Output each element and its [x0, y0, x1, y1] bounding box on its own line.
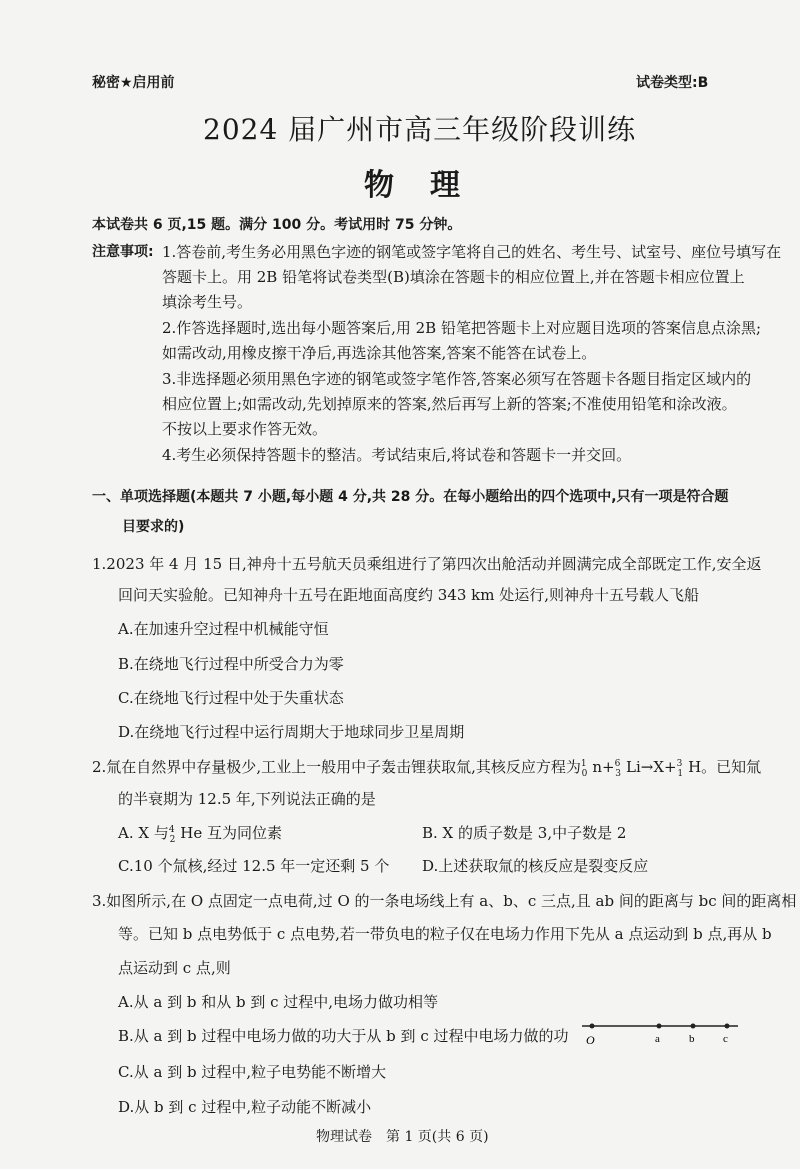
electric-field-line-figure	[570, 1010, 750, 1050]
q1-stem: 1.2023 年 4 月 15 日,神舟十五号航天员乘组进行了第四次出舱活动并圆满完成全部既定工作,安全返	[92, 555, 762, 573]
label-o: O	[586, 1033, 595, 1047]
note-line: 相应位置上;如需改动,先划掉原来的答案,然后再写上新的答案;不准使用铅笔和涂改液。	[162, 395, 737, 413]
q3-stem-cont: 等。已知 b 点电势低于 c 点电势,若一带负电的粒子仅在电场力作用下先从 a 点运动到 b 点,再从 b	[118, 925, 772, 943]
note-line: 2.作答选择题时,选出每小题答案后,用 2B 铅笔把答题卡上对应题目选项的答案信息点涂黑;	[162, 319, 762, 337]
label-b: b	[689, 1033, 695, 1045]
point-b	[691, 1024, 696, 1029]
note-line: 3.非选择题必须用黑色字迹的钢笔或签字笔作答,答案必须写在答题卡各题目指定区域内的	[162, 370, 752, 388]
note-line: 不按以上要求作答无效。	[162, 420, 328, 438]
point-a	[657, 1024, 662, 1029]
q2-stem-text: 2.氚在自然界中存量极少,工业上一般用中子轰击锂获取氚,其核反应方程为	[92, 758, 581, 776]
label-c: c	[723, 1033, 728, 1045]
exam-title: 2024 届广州市高三年级阶段训练	[203, 113, 637, 146]
q3-stem-cont2: 点运动到 c 点,则	[118, 959, 231, 977]
nuclear-equation: $^1_0$ n+$^6_3$ Li→X+$^3_1$ H	[580, 758, 702, 779]
q3-option-d: D.从 b 到 c 过程中,粒子动能不断减小	[118, 1098, 372, 1116]
note-line: 填涂考生号。	[162, 293, 253, 311]
q3-stem: 3.如图所示,在 O 点固定一点电荷,过 O 的一条电场线上有 a、b、c 三点,且 ab 间的距离与 bc 间的距离相	[92, 892, 797, 910]
note-line: 4.考生必须保持答题卡的整洁。考试结束后,将试卷和答题卡一并交回。	[162, 446, 632, 464]
point-c	[725, 1024, 730, 1029]
q1-option-a: A.在加速升空过程中机械能守恒	[118, 620, 329, 638]
note-line: 1.答卷前,考生务必用黑色字迹的钢笔或签字笔将自己的姓名、考生号、试室号、座位号填写在	[162, 243, 782, 261]
q2-option-c: C.10 个氚核,经过 12.5 年一定还剩 5 个	[118, 857, 390, 875]
q2-option-d: D.上述获取氚的核反应是裂变反应	[422, 857, 649, 875]
section-heading-cont: 目要求的)	[122, 519, 185, 535]
subject-title: 物理	[364, 168, 496, 203]
point-o	[590, 1024, 595, 1029]
q2-option-a-text: A. X 与	[118, 824, 169, 842]
q3-option-a: A.从 a 到 b 和从 b 到 c 过程中,电场力做功相等	[118, 993, 439, 1011]
label-a: a	[655, 1033, 660, 1045]
section-heading: 一、单项选择题(本题共 7 小题,每小题 4 分,共 28 分。在每小题给出的四个选项中,只有一项是符合题	[92, 489, 729, 505]
q3-option-c: C.从 a 到 b 过程中,粒子电势能不断增大	[118, 1063, 387, 1081]
q1-option-c: C.在绕地飞行过程中处于失重状态	[118, 689, 344, 707]
q2-stem	[92, 756, 761, 779]
q1-option-d: D.在绕地飞行过程中运行周期大于地球同步卫星周期	[118, 723, 465, 741]
q2-option-a-text-end: He 互为同位素	[180, 824, 283, 842]
q2-option-b: B. X 的质子数是 3,中子数是 2	[422, 824, 627, 842]
q2-stem-cont: 的半衰期为 12.5 年,下列说法正确的是	[118, 790, 376, 808]
q3-option-b: B.从 a 到 b 过程中电场力做的功大于从 b 到 c 过程中电场力做的功	[118, 1027, 569, 1045]
q2-option-a: A. X 与$^4_2$ He 互为同位素	[118, 824, 283, 845]
notes-label: 注意事项:	[92, 244, 154, 260]
q1-option-b: B.在绕地飞行过程中所受合力为零	[118, 655, 344, 673]
note-line: 答题卡上。用 2B 铅笔将试卷类型(B)填涂在答题卡的相应位置上,并在答题卡相应位置上	[162, 268, 745, 286]
confidential-mark: 秘密★启用前	[92, 75, 175, 91]
page-footer: 物理试卷 第 1 页(共 6 页)	[316, 1129, 489, 1145]
q1-stem-cont: 回问天实验舱。已知神舟十五号在距地面高度约 343 km 处运行,则神舟十五号载人飞船	[118, 586, 700, 604]
note-line: 如需改动,用橡皮擦干净后,再选涂其他答案,答案不能答在试卷上。	[162, 344, 597, 362]
exam-info: 本试卷共 6 页,15 题。满分 100 分。考试用时 75 分钟。	[92, 217, 462, 233]
q2-stem-text-end: 。已知氚	[701, 758, 762, 776]
paper-type: 试卷类型:B	[636, 75, 709, 91]
